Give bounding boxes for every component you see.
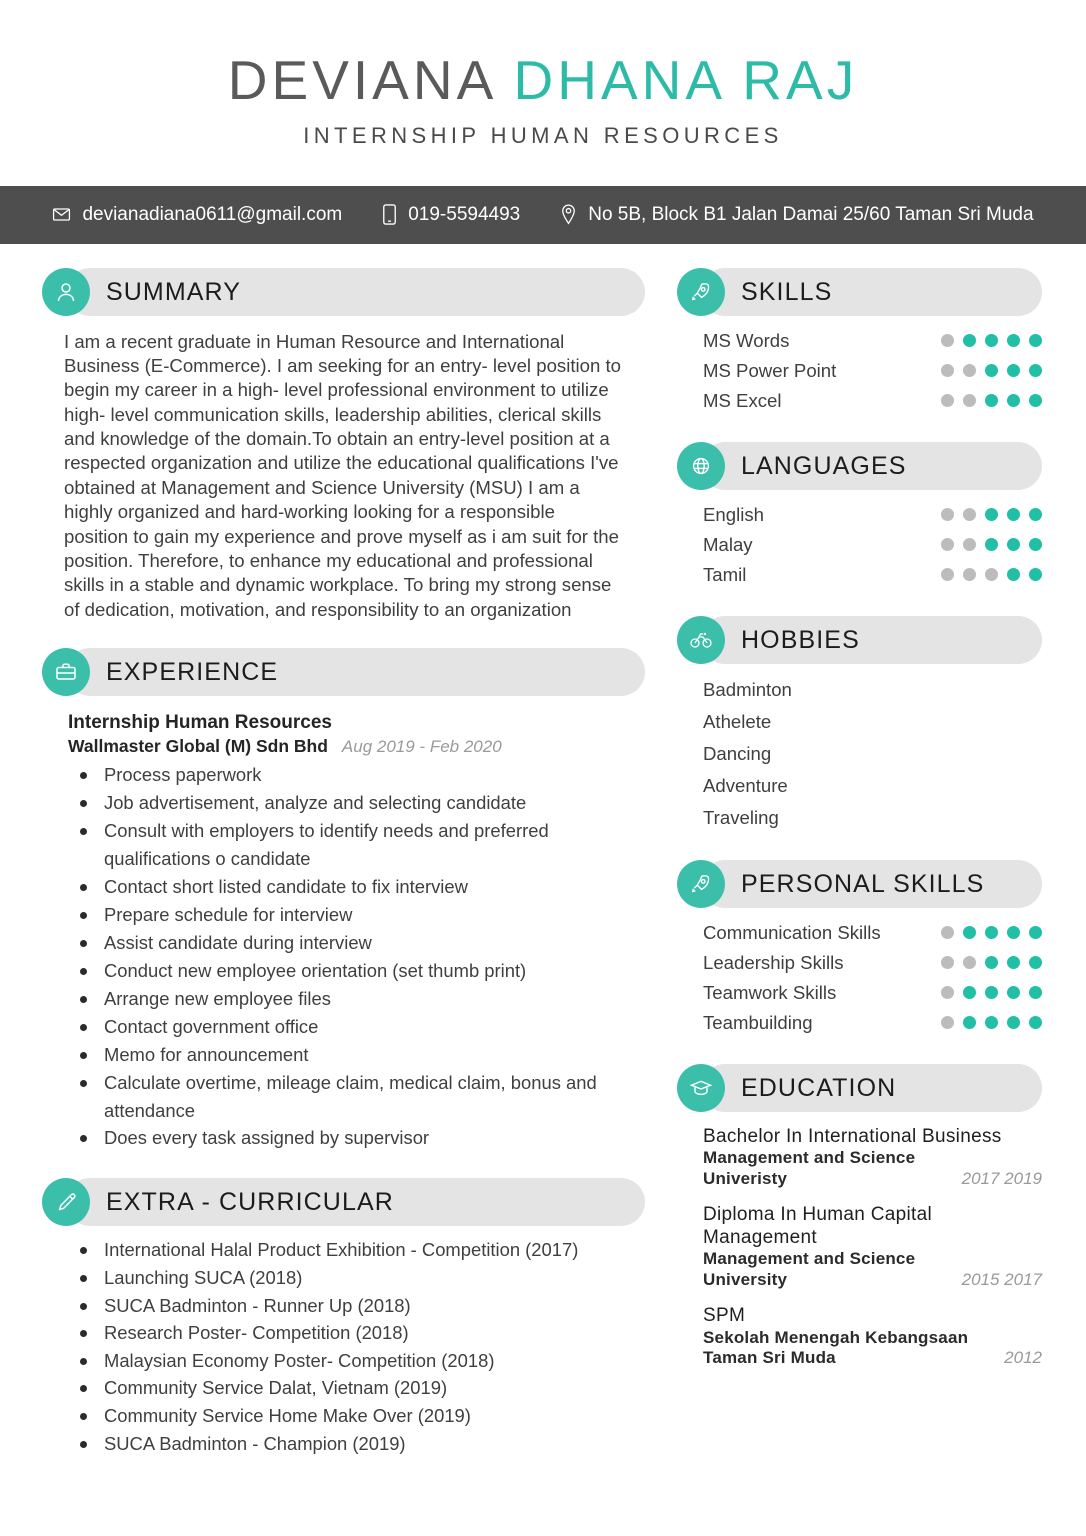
languages-rating-list	[677, 500, 1042, 590]
education-years: 2017 2019	[961, 1168, 1042, 1188]
rating-dot-filled	[1029, 568, 1042, 581]
rating-dot-filled	[1029, 334, 1042, 347]
rating-dot-empty	[941, 986, 954, 999]
rating-dot-filled	[985, 364, 998, 377]
list-item: Malaysian Economy Poster- Competition (2018)	[100, 1347, 645, 1375]
briefcase-icon	[42, 648, 90, 696]
rating-dot-filled	[963, 926, 976, 939]
rating-row	[703, 918, 1042, 948]
contact-phone-text: 019-5594493	[408, 203, 521, 225]
rating-dot-filled	[1029, 926, 1042, 939]
contact-email-text: devianadiana0611@gmail.com	[82, 203, 343, 225]
rating-dots	[941, 394, 1042, 407]
rating-dot-empty	[941, 568, 954, 581]
education-entry	[703, 1126, 1042, 1190]
experience-job-title: Internship Human Resources	[68, 711, 332, 733]
rating-row	[703, 326, 1042, 356]
rating-dot-filled	[1007, 364, 1020, 377]
resume-header	[0, 0, 1086, 149]
rating-dots	[941, 364, 1042, 377]
section-header-summary	[42, 268, 645, 316]
education-entry	[703, 1305, 1042, 1369]
list-item: Process paperwork	[100, 761, 645, 789]
rating-dot-filled	[1029, 364, 1042, 377]
first-name: DEVIANA	[227, 49, 495, 111]
rating-label: Teambuilding	[703, 1011, 813, 1033]
list-item: Dancing	[703, 742, 772, 764]
list-item: Badminton	[703, 678, 792, 700]
education-list	[677, 1126, 1042, 1370]
education-school: Management and Science University	[703, 1249, 916, 1290]
list-item: SUCA Badminton - Runner Up (2018)	[100, 1292, 645, 1320]
list-item: Community Service Dalat, Vietnam (2019)	[100, 1374, 645, 1402]
education-school-row	[703, 1148, 1042, 1189]
rating-row	[703, 560, 1042, 590]
rating-dots	[941, 1016, 1042, 1029]
rating-dot-filled	[963, 986, 976, 999]
rating-dot-filled	[963, 334, 976, 347]
rating-dot-empty	[963, 568, 976, 581]
left-column	[0, 268, 645, 1458]
experience-bullet-list	[42, 761, 645, 1153]
rating-dot-filled	[1007, 334, 1020, 347]
education-degree: SPM	[703, 1304, 746, 1326]
list-item: Does every task assigned by supervisor	[100, 1124, 645, 1152]
rating-dot-empty	[963, 538, 976, 551]
rating-dot-filled	[1007, 926, 1020, 939]
right-column	[645, 268, 1086, 1458]
rating-dot-empty	[963, 394, 976, 407]
list-item: Athelete	[703, 710, 772, 732]
personal-skills-rating-list	[677, 918, 1042, 1038]
rating-dot-filled	[1029, 986, 1042, 999]
list-item: Contact short listed candidate to fix interview	[100, 873, 645, 901]
section-header-personal-skills	[677, 860, 1042, 908]
rating-dots	[941, 538, 1042, 551]
rocket-icon	[677, 860, 725, 908]
section-header-hobbies	[677, 616, 1042, 664]
list-item: Conduct new employee orientation (set thumb print)	[100, 957, 645, 985]
section-title-summary: SUMMARY	[106, 277, 242, 306]
education-school: Management and Science Univeristy	[703, 1148, 916, 1189]
rating-dots	[941, 986, 1042, 999]
list-item: Community Service Home Make Over (2019)	[100, 1402, 645, 1430]
experience-company: Wallmaster Global (M) Sdn Bhd	[68, 735, 328, 756]
section-title-skills: SKILLS	[741, 277, 833, 306]
list-item: Adventure	[703, 774, 788, 796]
rating-dots	[941, 926, 1042, 939]
extra-curricular-list	[42, 1236, 645, 1457]
list-item: Contact government office	[100, 1013, 645, 1041]
bicycle-icon	[677, 616, 725, 664]
rating-row	[703, 978, 1042, 1008]
list-item: Consult with employers to identify needs and preferred qualifications o candidate	[100, 817, 645, 873]
section-header-languages	[677, 442, 1042, 490]
education-entry	[703, 1204, 1042, 1291]
page-title	[0, 49, 1086, 111]
education-years: 2012	[1004, 1348, 1042, 1368]
education-school-row	[703, 1249, 1042, 1290]
contact-phone[interactable]	[382, 204, 520, 226]
rating-dot-empty	[941, 538, 954, 551]
rating-dot-filled	[985, 956, 998, 969]
rating-dot-filled	[985, 394, 998, 407]
job-subtitle: INTERNSHIP HUMAN RESOURCES	[303, 122, 783, 148]
person-icon	[42, 268, 90, 316]
rating-dot-empty	[985, 568, 998, 581]
list-item: Launching SUCA (2018)	[100, 1264, 645, 1292]
rating-label: Leadership Skills	[703, 951, 844, 973]
education-school: Sekolah Menengah Kebangsaan Taman Sri Muda	[703, 1327, 969, 1368]
location-pin-icon	[560, 204, 577, 225]
list-item: SUCA Badminton - Champion (2019)	[100, 1430, 645, 1458]
list-item: Traveling	[703, 806, 779, 828]
education-degree: Bachelor In International Business	[703, 1125, 1002, 1147]
rating-dots	[941, 568, 1042, 581]
section-header-extra-curricular	[42, 1178, 645, 1226]
rating-label: Communication Skills	[703, 921, 881, 943]
section-header-skills	[677, 268, 1042, 316]
resume-body	[0, 244, 1086, 1458]
list-item: Memo for announcement	[100, 1041, 645, 1069]
graduation-cap-icon	[677, 1064, 725, 1112]
rating-dot-filled	[985, 334, 998, 347]
rating-dot-filled	[1007, 394, 1020, 407]
rating-dot-filled	[963, 1016, 976, 1029]
rating-row	[703, 1008, 1042, 1038]
education-years: 2015 2017	[961, 1269, 1042, 1289]
rating-label: English	[703, 503, 764, 525]
experience-company-line	[68, 736, 645, 757]
rocket-icon	[677, 268, 725, 316]
rating-row	[703, 356, 1042, 386]
rating-dot-filled	[1007, 538, 1020, 551]
section-title-extra-curricular: EXTRA - CURRICULAR	[106, 1188, 394, 1217]
rating-row	[703, 948, 1042, 978]
section-title-personal-skills: PERSONAL SKILLS	[741, 869, 985, 898]
rating-dot-empty	[941, 364, 954, 377]
rating-dot-filled	[985, 538, 998, 551]
rating-dot-filled	[985, 508, 998, 521]
rating-label: MS Words	[703, 329, 790, 351]
education-school-row	[703, 1328, 1042, 1369]
rating-dot-filled	[1007, 1016, 1020, 1029]
rating-dot-filled	[985, 926, 998, 939]
rating-dot-empty	[941, 956, 954, 969]
section-title-education: EDUCATION	[741, 1073, 897, 1102]
rating-label: Malay	[703, 533, 753, 555]
hobbies-list	[703, 674, 1042, 834]
section-header-experience	[42, 648, 645, 696]
list-item: Job advertisement, analyze and selecting candidate	[100, 789, 645, 817]
experience-dates: Aug 2019 - Feb 2020	[341, 736, 502, 756]
envelope-icon	[52, 205, 71, 224]
rating-dot-filled	[1029, 1016, 1042, 1029]
rating-dot-filled	[1029, 956, 1042, 969]
list-item: International Halal Product Exhibition - Competition (2017)	[100, 1236, 645, 1264]
rating-dot-filled	[985, 986, 998, 999]
rating-dot-filled	[1007, 568, 1020, 581]
rating-dot-filled	[1029, 538, 1042, 551]
rating-row	[703, 530, 1042, 560]
rating-dot-empty	[941, 926, 954, 939]
last-name: DHANA RAJ	[513, 49, 859, 111]
section-title-hobbies: HOBBIES	[741, 625, 860, 654]
rating-row	[703, 386, 1042, 416]
rating-dot-filled	[1029, 394, 1042, 407]
skills-rating-list	[677, 326, 1042, 416]
section-title-experience: EXPERIENCE	[106, 657, 279, 686]
rating-label: MS Power Point	[703, 359, 837, 381]
section-title-languages: LANGUAGES	[741, 451, 907, 480]
rating-dot-filled	[1029, 508, 1042, 521]
contact-email[interactable]	[52, 204, 342, 226]
contact-address-text: No 5B, Block B1 Jalan Damai 25/60 Taman Sri Muda	[588, 203, 1034, 225]
experience-entry	[42, 712, 645, 1153]
rating-label: Teamwork Skills	[703, 981, 837, 1003]
rating-row	[703, 500, 1042, 530]
contact-address	[560, 204, 1033, 226]
rating-dot-filled	[1007, 956, 1020, 969]
list-item: Assist candidate during interview	[100, 929, 645, 957]
list-item: Calculate overtime, mileage claim, medical claim, bonus and attendance	[100, 1069, 645, 1125]
rating-label: Tamil	[703, 563, 747, 585]
rating-dots	[941, 508, 1042, 521]
rating-dot-empty	[941, 508, 954, 521]
rating-dot-filled	[985, 1016, 998, 1029]
rating-dot-filled	[1007, 508, 1020, 521]
rating-dots	[941, 334, 1042, 347]
rating-dot-empty	[941, 334, 954, 347]
list-item: Arrange new employee files	[100, 985, 645, 1013]
section-header-education	[677, 1064, 1042, 1112]
list-item: Prepare schedule for interview	[100, 901, 645, 929]
rating-dots	[941, 956, 1042, 969]
rating-dot-empty	[963, 364, 976, 377]
list-item: Research Poster- Competition (2018)	[100, 1319, 645, 1347]
rating-dot-empty	[963, 508, 976, 521]
globe-icon	[677, 442, 725, 490]
rating-label: MS Excel	[703, 389, 782, 411]
contact-bar	[0, 186, 1086, 244]
education-degree: Diploma In Human Capital Management	[703, 1203, 932, 1248]
rating-dot-empty	[941, 394, 954, 407]
mobile-phone-icon	[382, 204, 397, 225]
rating-dot-filled	[1007, 986, 1020, 999]
rating-dot-empty	[963, 956, 976, 969]
rating-dot-empty	[941, 1016, 954, 1029]
summary-text: I am a recent graduate in Human Resource and International Business (E-Commerce). I am seeking for an entry- level position to begin my career in a high- level professional environment to utilize high- level communication skills, leadership abilities, clerical skills and knowledge of the domain.To obtain an entry-level position at a respected organization and utilize the educational qualifications I've obtained at Management and Science University (MSU) I am a highly organized and hard-working looking for a responsible position to gain my experience and prove myself as i am suit for the position. Therefore, to enhance my educational and professional skills in a stable and dynamic workplace. To bring my strong sense of dedication, motivation, and responsibility to an organization	[64, 330, 621, 620]
